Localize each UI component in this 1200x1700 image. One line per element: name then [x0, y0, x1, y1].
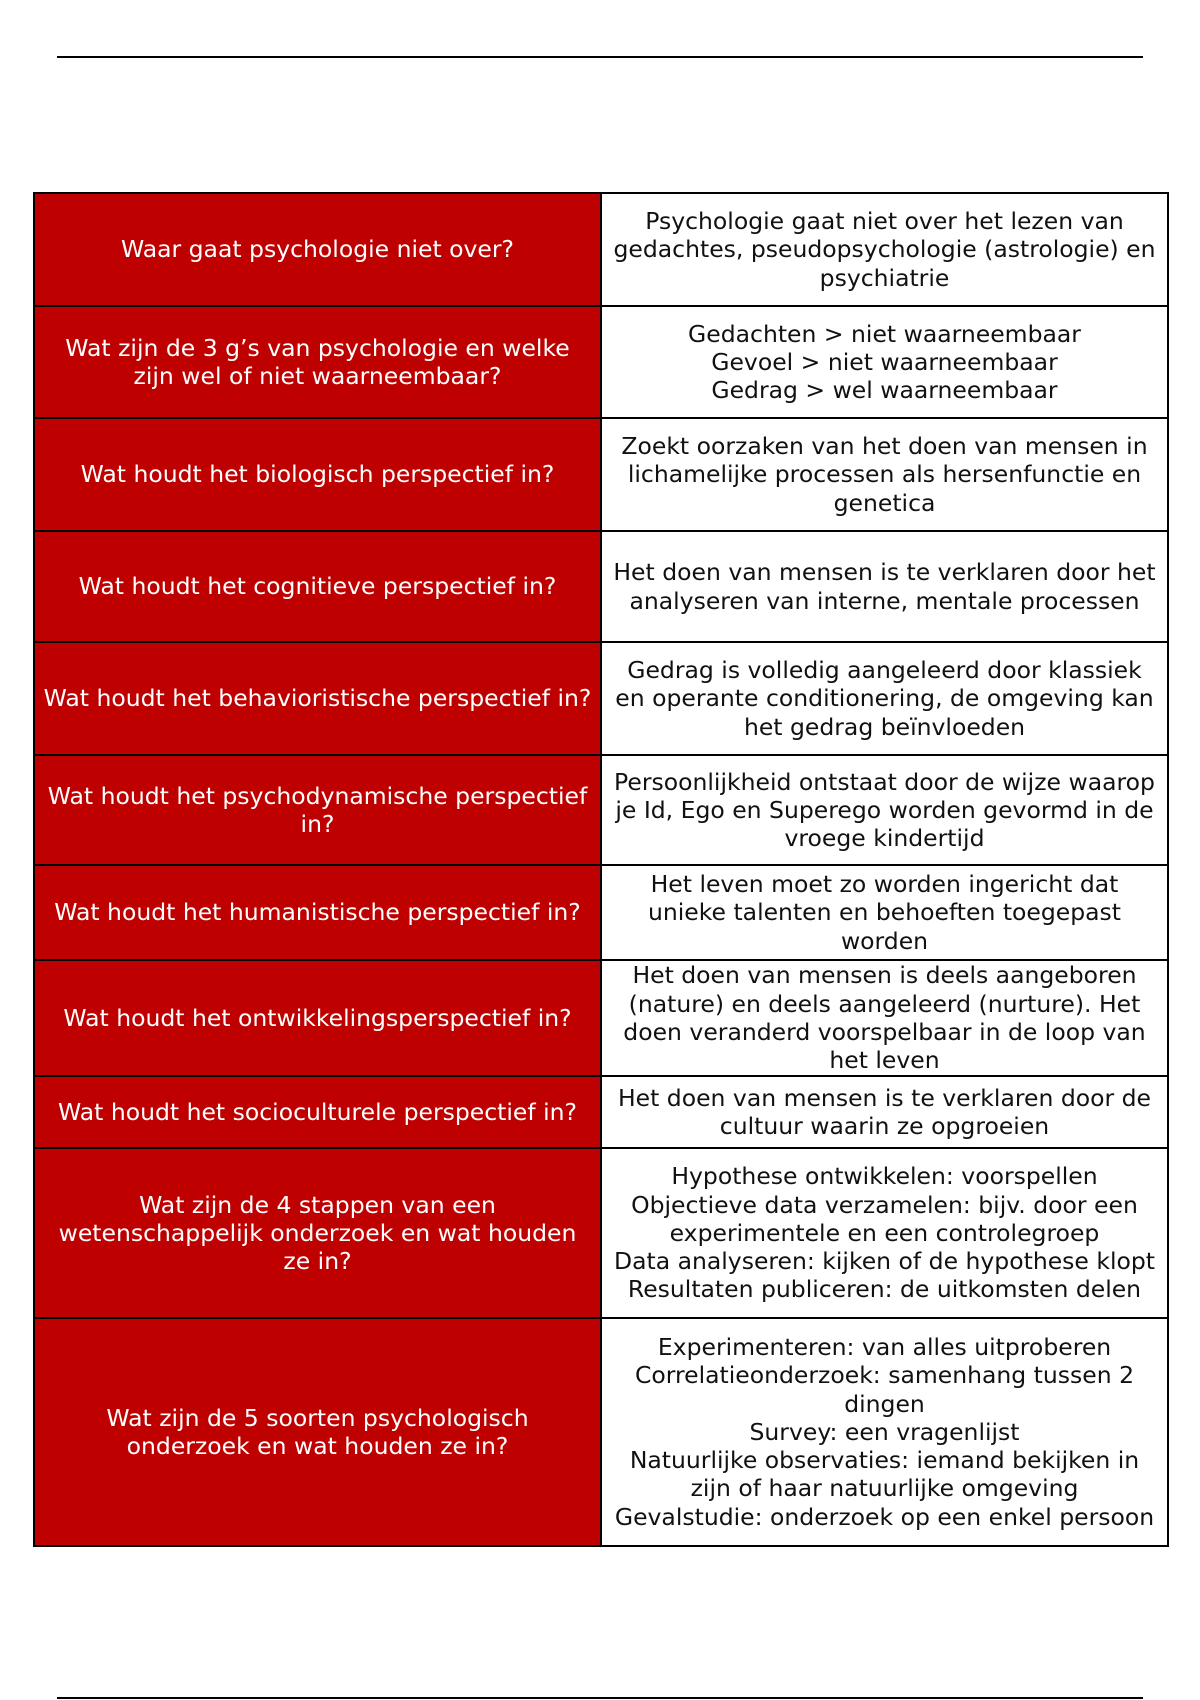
answer-line: Resultaten publiceren: de uitkomsten delen — [627, 1275, 1142, 1304]
answer-line: Survey: een vragenlijst — [749, 1417, 1020, 1446]
question-cell: Wat houdt het ontwikkelingsperspectief in? — [34, 960, 601, 1076]
answer-line: Het leven moet zo worden ingericht dat unieke talenten en behoeften toegepast worden — [647, 870, 1122, 955]
answer-cell — [601, 418, 1168, 531]
header-rule — [57, 56, 1143, 58]
table-row — [34, 960, 1168, 1076]
question-cell: Wat zijn de 5 soorten psychologisch onderzoek en wat houden ze in? — [34, 1318, 601, 1546]
table-row — [34, 1148, 1168, 1318]
question-cell: Wat zijn de 4 stappen van een wetenschappelijk onderzoek en wat houden ze in? — [34, 1148, 601, 1318]
question-cell: Wat houdt het humanistische perspectief in? — [34, 865, 601, 960]
answer-line: Gevalstudie: onderzoek op een enkel persoon — [614, 1502, 1155, 1531]
table-row — [34, 193, 1168, 306]
answer-cell — [601, 642, 1168, 755]
question-cell: Wat houdt het behavioristische perspectief in? — [34, 642, 601, 755]
answer-line: Zoekt oorzaken van het doen van mensen in lichamelijke processen als hersenfunctie en genetica — [621, 432, 1148, 517]
table-row — [34, 418, 1168, 531]
table-row — [34, 531, 1168, 642]
answer-line: Data analyseren: kijken of de hypothese klopt — [613, 1247, 1155, 1276]
table-row — [34, 306, 1168, 418]
question-cell: Wat houdt het psychodynamische perspectief in? — [34, 755, 601, 865]
answer-line: Gedrag is volledig aangeleerd door klassiek en operante conditionering, de omgeving kan het gedrag beïnvloeden — [615, 656, 1154, 741]
table-row — [34, 1076, 1168, 1148]
answer-line: Gedachten > niet waarneembaar — [688, 319, 1081, 348]
question-cell: Wat houdt het biologisch perspectief in? — [34, 418, 601, 531]
answer-cell — [601, 865, 1168, 960]
table-row — [34, 865, 1168, 960]
flashcard-table — [33, 192, 1169, 1547]
answer-line: Gevoel > niet waarneembaar — [711, 347, 1058, 376]
table-row — [34, 755, 1168, 865]
answer-line: Psychologie gaat niet over het lezen van gedachtes, pseudopsychologie (astrologie) en psychiatrie — [613, 207, 1156, 292]
answer-line: Het doen van mensen is deels aangeboren (nature) en deels aangeleerd (nurture). Het doen veranderd voorspelbaar in de loop van het leven — [623, 961, 1146, 1075]
answer-line: Hypothese ontwikkelen: voorspellen — [671, 1162, 1098, 1191]
question-cell: Wat zijn de 3 g’s van psychologie en welke zijn wel of niet waarneembaar? — [34, 306, 601, 418]
table-row — [34, 642, 1168, 755]
answer-cell — [601, 960, 1168, 1076]
question-cell: Waar gaat psychologie niet over? — [34, 193, 601, 306]
answer-cell — [601, 1076, 1168, 1148]
table-row — [34, 1318, 1168, 1546]
answer-line: Experimenteren: van alles uitproberen — [657, 1332, 1112, 1361]
answer-line: Correlatieonderzoek: samenhang tussen 2 dingen — [634, 1361, 1135, 1418]
answer-line: Gedrag > wel waarneembaar — [711, 376, 1058, 405]
answer-line: Natuurlijke observaties: iemand bekijken in zijn of haar natuurlijke omgeving — [629, 1446, 1140, 1503]
answer-line: Het doen van mensen is te verklaren door het analyseren van interne, mentale processen — [613, 558, 1156, 615]
footer-rule — [57, 1697, 1143, 1699]
answer-cell — [601, 306, 1168, 418]
answer-cell — [601, 531, 1168, 642]
answer-cell — [601, 755, 1168, 865]
question-cell: Wat houdt het socioculturele perspectief in? — [34, 1076, 601, 1148]
answer-line: Het doen van mensen is te verklaren door de cultuur waarin ze opgroeien — [617, 1083, 1151, 1140]
answer-cell — [601, 1318, 1168, 1546]
answer-cell — [601, 1148, 1168, 1318]
answer-cell — [601, 193, 1168, 306]
answer-line: Objectieve data verzamelen: bijv. door een experimentele en een controlegroep — [631, 1190, 1138, 1247]
answer-line: Persoonlijkheid ontstaat door de wijze waarop je Id, Ego en Superego worden gevormd in de vroege kindertijd — [614, 767, 1155, 853]
question-cell: Wat houdt het cognitieve perspectief in? — [34, 531, 601, 642]
